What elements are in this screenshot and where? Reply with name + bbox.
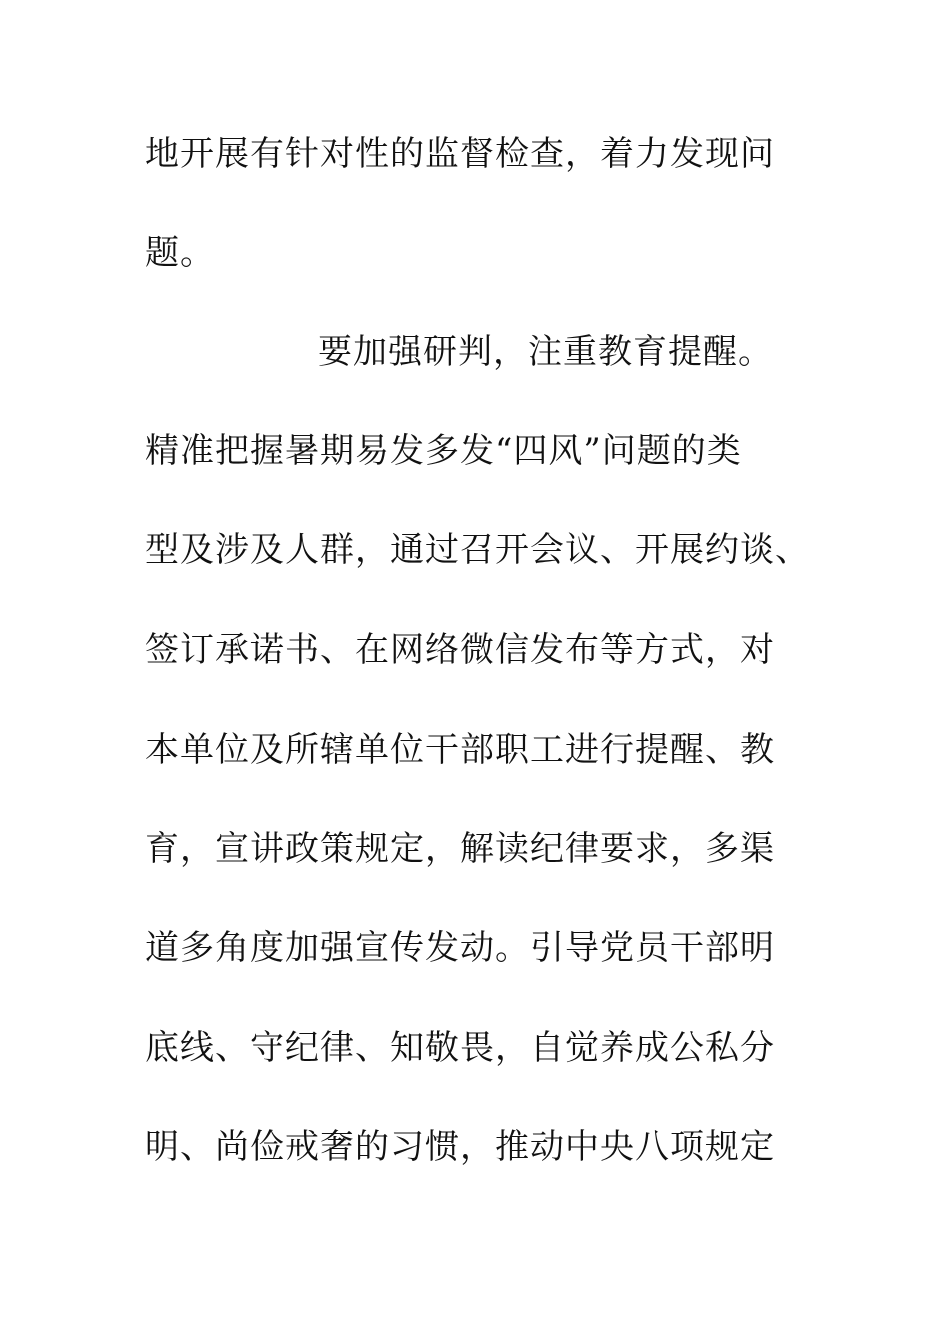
text-line-8: 育，宣讲政策规定，解读纪律要求，多渠	[145, 829, 775, 869]
text-line-4: 精准把握暑期易发多发“四风”问题的类	[145, 431, 742, 471]
text-line-1: 地开展有针对性的监督检查，着力发现问	[145, 134, 775, 174]
heading-line: 要加强研判，注重教育提醒。	[318, 332, 773, 372]
text-line-6: 签订承诺书、在网络微信发布等方式，对	[145, 630, 775, 670]
text-line-2: 题。	[145, 233, 215, 273]
text-line-11: 明、尚俭戒奢的习惯，推动中央八项规定	[145, 1127, 775, 1167]
text-line-10: 底线、守纪律、知敬畏，自觉养成公私分	[145, 1028, 775, 1068]
text-line-5: 型及涉及人群，通过召开会议、开展约谈、	[145, 530, 810, 570]
text-line-7: 本单位及所辖单位干部职工进行提醒、教	[145, 730, 775, 770]
text-line-9: 道多角度加强宣传发动。引导党员干部明	[145, 928, 775, 968]
